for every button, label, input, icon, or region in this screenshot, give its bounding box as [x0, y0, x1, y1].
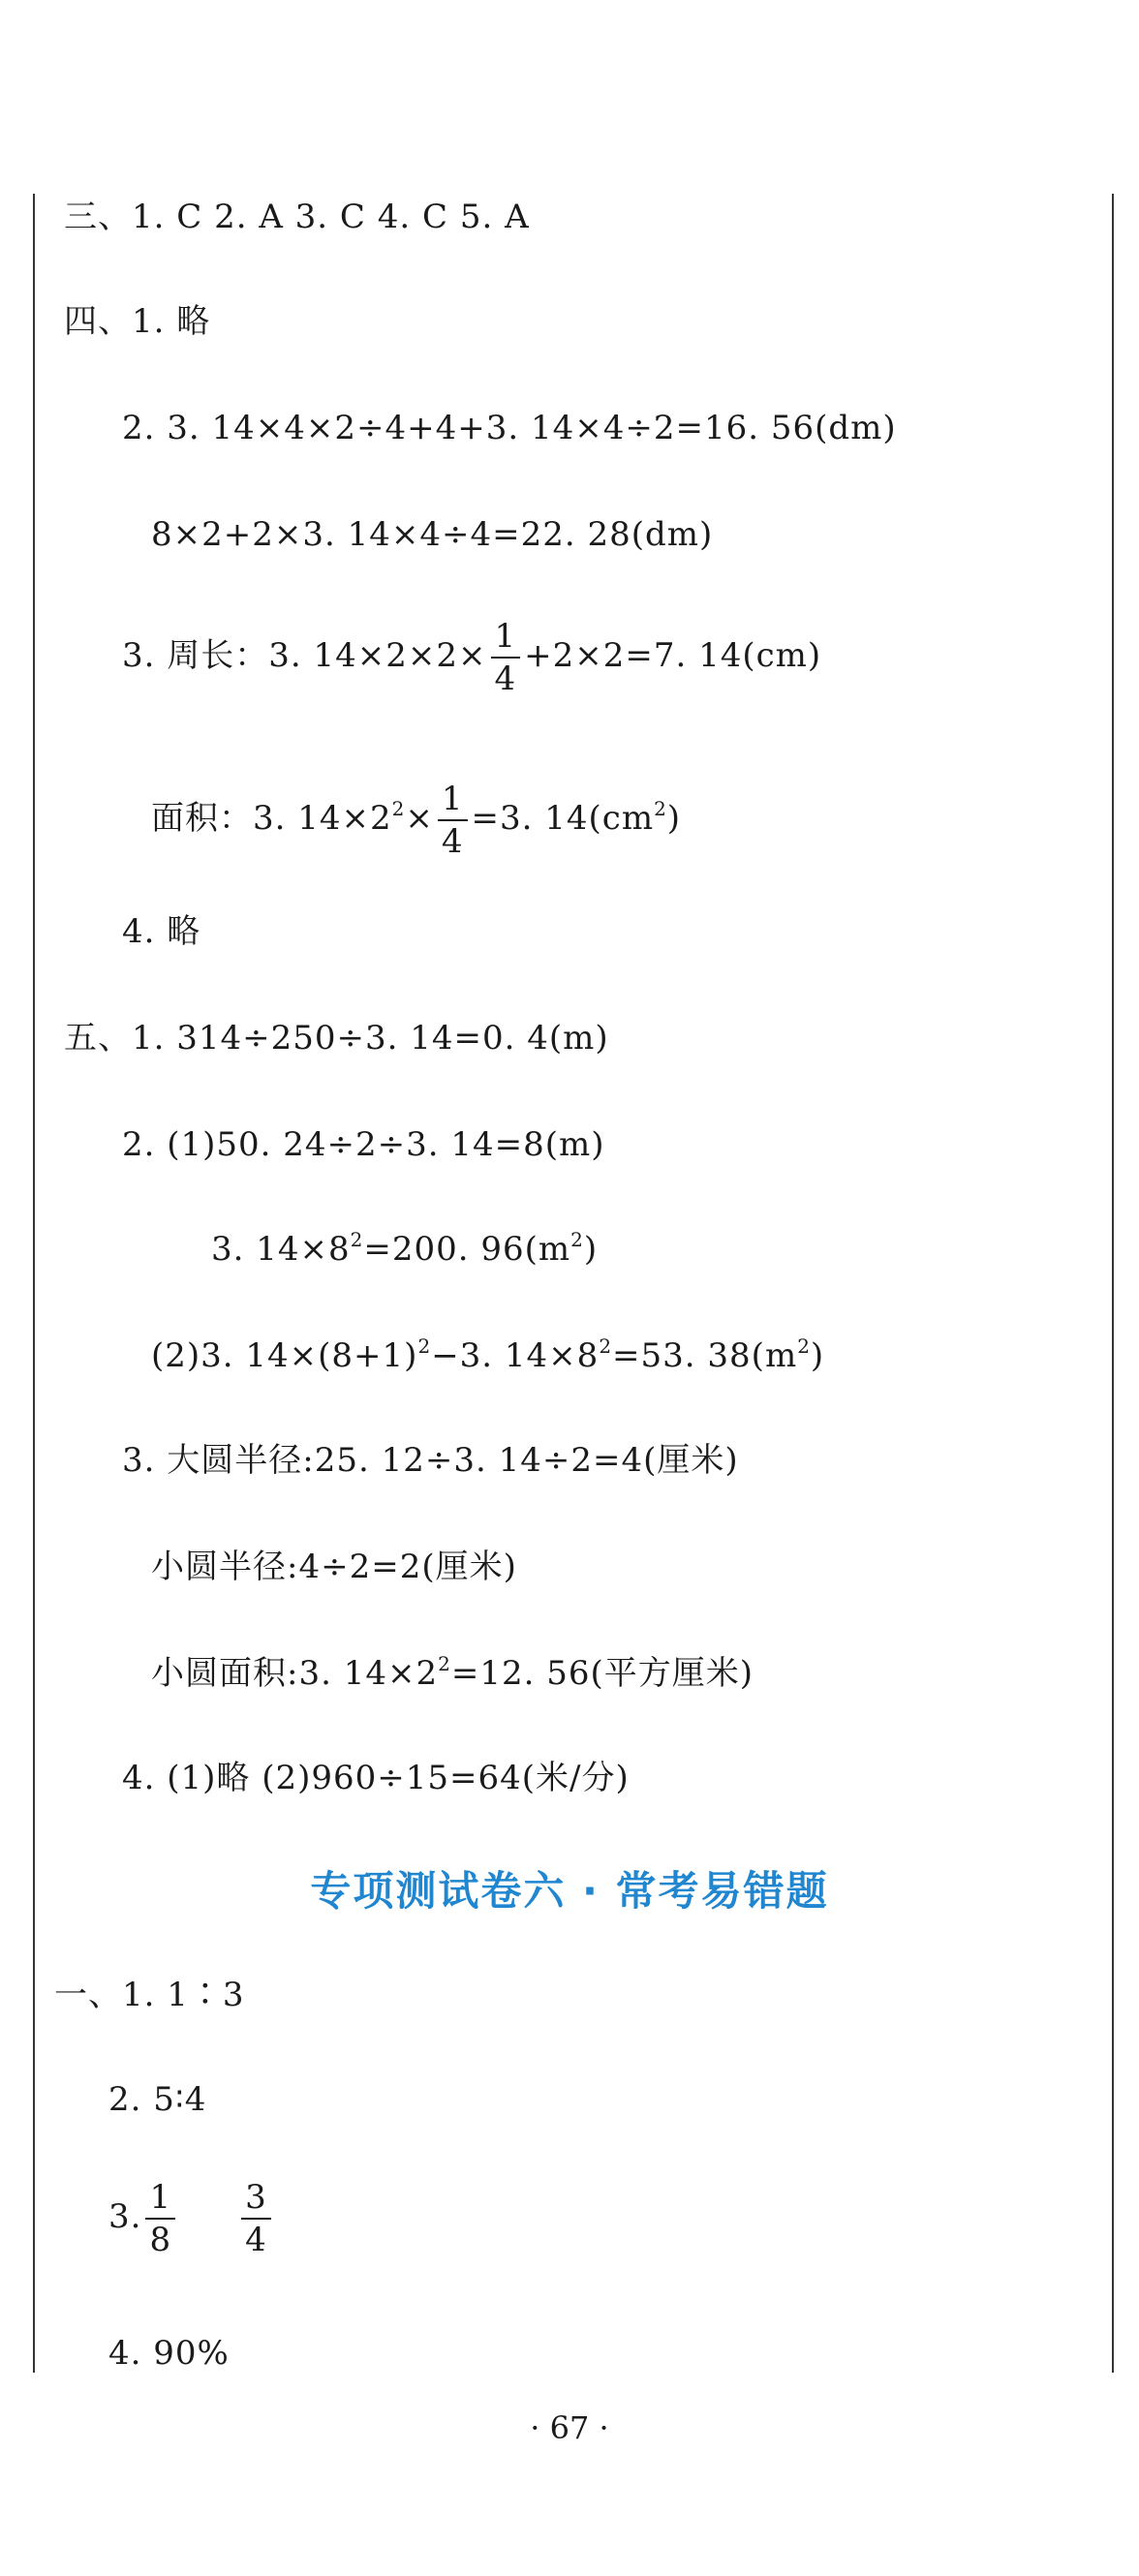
section-5-item-1: 五、1. 314÷250÷3. 14=0. 4(m) [64, 1019, 609, 1058]
section-5-item-2-part-2 [151, 1334, 824, 1377]
expr-part: =12. 56(平方厘米) [450, 1654, 754, 1693]
exponent: 2 [797, 1334, 811, 1358]
section-5-item-3-line-3 [151, 1652, 754, 1695]
perimeter-text-start: 3. 周长：3. 14×2×2× [122, 636, 487, 675]
area-times: × [405, 799, 434, 838]
perimeter-text-end: +2×2=7. 14(cm) [524, 636, 822, 675]
exponent: 2 [350, 1228, 364, 1251]
section-5-item-4: 4. (1)略 (2)960÷15=64(米/分) [122, 1759, 630, 1797]
right-margin-rule [1112, 194, 1114, 2373]
section-5-item-2: 2. (1)50. 24÷2÷3. 14=8(m) [122, 1125, 605, 1164]
area-close-paren: ) [666, 799, 682, 838]
expr-part: =200. 96(m [363, 1230, 571, 1269]
fraction-numerator: 1 [491, 620, 521, 659]
fraction-one-eighth [145, 2178, 175, 2259]
expr-part: 小圆面积:3. 14×2 [151, 1654, 439, 1693]
expr-part: −3. 14×8 [431, 1336, 600, 1375]
fraction-numerator: 1 [145, 2181, 175, 2220]
item-number: 3. [108, 2197, 142, 2236]
exponent: 2 [438, 1652, 451, 1675]
part-1-item-2: 2. 5∶4 [108, 2080, 207, 2119]
section-5-item-3-line-2: 小圆半径:4÷2=2(厘米) [151, 1548, 517, 1586]
fraction-denominator: 4 [494, 659, 517, 698]
expr-part: 3. 14×8 [211, 1230, 351, 1269]
page-number: · 67 · [530, 2409, 609, 2446]
exponent: 2 [417, 1334, 432, 1358]
area-text-start: 面积：3. 14×2 [151, 799, 392, 838]
expr-part: ) [583, 1230, 599, 1269]
fraction-numerator: 1 [438, 782, 468, 821]
part-1-item-1: 一、1. 1∶3 [54, 1976, 245, 2014]
section-4-item-2: 2. 3. 14×4×2÷4+4+3. 14×4÷2=16. 56(dm) [122, 409, 897, 447]
fraction-denominator: 8 [149, 2221, 172, 2259]
left-margin-rule [33, 194, 35, 2373]
part-1-item-3 [108, 2178, 275, 2259]
exponent: 2 [570, 1228, 584, 1251]
exponent: 2 [654, 797, 667, 820]
part-1-item-4: 4. 90% [108, 2334, 230, 2373]
exponent: 2 [391, 797, 406, 820]
section-4-item-3-perimeter [122, 617, 822, 698]
section-4-item-2-line-2: 8×2+2×3. 14×4÷4=22. 28(dm) [151, 515, 714, 554]
section-4-item-3-area [151, 780, 682, 861]
area-result: =3. 14(cm [471, 799, 655, 838]
section-3-answers: 三、1. C 2. A 3. C 4. C 5. A [64, 198, 530, 236]
expr-part: (2)3. 14×(8+1) [151, 1336, 418, 1375]
expr-part: ) [810, 1336, 825, 1375]
section-5-item-3: 3. 大圆半径:25. 12÷3. 14÷2=4(厘米) [122, 1441, 739, 1480]
section-4-item-4: 4. 略 [122, 912, 201, 951]
fraction-denominator: 4 [441, 822, 464, 861]
section-heading: 专项测试卷六 · 常考易错题 [310, 1867, 829, 1915]
fraction-denominator: 4 [245, 2221, 267, 2259]
expr-part: =53. 38(m [612, 1336, 798, 1375]
fraction-one-quarter [491, 617, 521, 698]
section-5-item-2-line-2 [211, 1228, 598, 1271]
fraction-numerator: 3 [241, 2181, 271, 2220]
fraction-one-quarter [438, 780, 468, 861]
exponent: 2 [599, 1334, 613, 1358]
fraction-three-quarters [241, 2178, 271, 2259]
section-4-item-1: 四、1. 略 [64, 302, 211, 341]
